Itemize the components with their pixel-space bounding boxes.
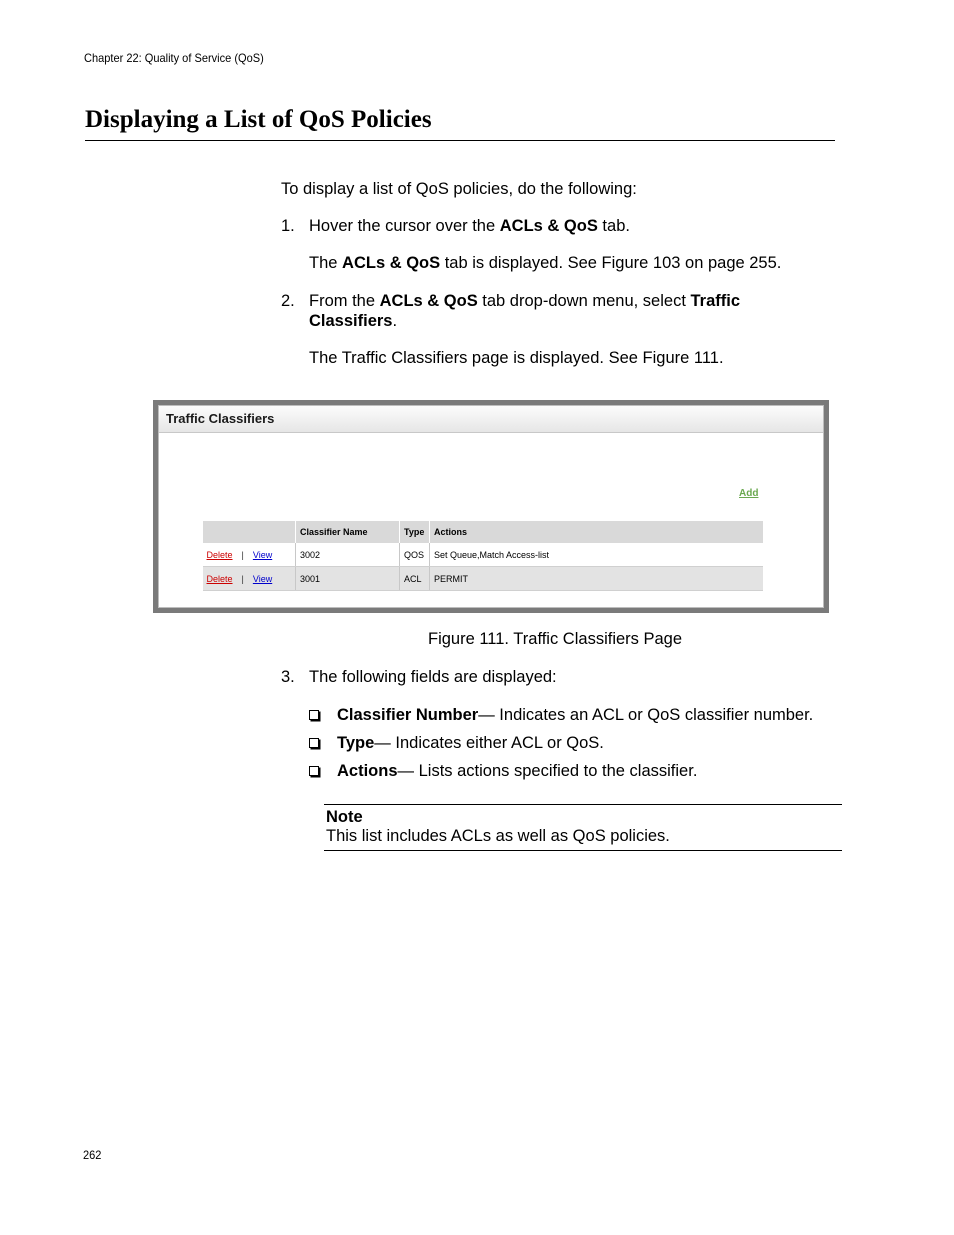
note-rule-top [324,804,842,805]
step-2-number: 2. [281,292,295,310]
title-rule [85,140,835,141]
column-header-links [203,521,296,543]
intro-text: To display a list of QoS policies, do the following: [281,180,637,198]
type-cell: ACL [400,567,430,591]
step-1-number: 1. [281,217,295,235]
panel-title: Traffic Classifiers [166,411,275,426]
link-separator: | [241,549,244,560]
table-header-row [203,521,764,543]
bullet-checkbox-icon [309,738,319,748]
section-title: Displaying a List of QoS Policies [85,106,432,133]
note-rule-bottom [324,850,842,851]
field-item-type: Type— Indicates either ACL or QoS. [309,733,604,753]
row-links-cell [203,543,296,567]
table-row [203,543,764,567]
column-header-actions: Actions [430,521,764,543]
field-item-classifier-number: Classifier Number— Indicates an ACL or QoS classifier number. [309,705,813,725]
column-header-type: Type [400,521,430,543]
classifier-name-cell: 3002 [296,543,400,567]
step-3-text: The following fields are displayed: [309,668,557,686]
step-3-number: 3. [281,668,295,686]
view-link[interactable]: View [252,549,273,560]
page-number: 262 [83,1148,102,1162]
add-link[interactable]: Add [739,488,759,499]
actions-cell: PERMIT [430,567,764,591]
row-links-cell [203,567,296,591]
actions-cell: Set Queue,Match Access-list [430,543,764,567]
traffic-classifiers-screenshot [153,400,829,613]
classifiers-table [202,521,763,591]
bullet-checkbox-icon [309,766,319,776]
link-separator: | [241,573,244,584]
table-row [203,567,764,591]
field-item-actions: Actions— Lists actions specified to the classifier. [309,761,697,781]
step-2-result: The Traffic Classifiers page is displayed. See Figure 111. [309,349,724,367]
column-header-classifier-name: Classifier Name [296,521,400,543]
screenshot-panel [158,405,824,608]
bullet-checkbox-icon [309,710,319,720]
type-cell: QOS [400,543,430,567]
panel-header [159,406,823,433]
note-label: Note [326,808,363,826]
note-text: This list includes ACLs as well as QoS policies. [326,827,670,845]
step-2-text-line1: From the ACLs & QoS tab drop-down menu, select Traffic [309,292,741,310]
step-1-text: Hover the cursor over the ACLs & QoS tab. [309,217,630,235]
running-header: Chapter 22: Quality of Service (QoS) [84,51,264,65]
step-2-text-line2: Classifiers. [309,312,398,330]
classifier-name-cell: 3001 [296,567,400,591]
delete-link[interactable]: Delete [206,549,233,560]
step-1-result: The ACLs & QoS tab is displayed. See Figure 103 on page 255. [309,254,782,272]
figure-caption: Figure 111. Traffic Classifiers Page [428,630,683,648]
view-link[interactable]: View [252,573,273,584]
delete-link[interactable]: Delete [206,573,233,584]
